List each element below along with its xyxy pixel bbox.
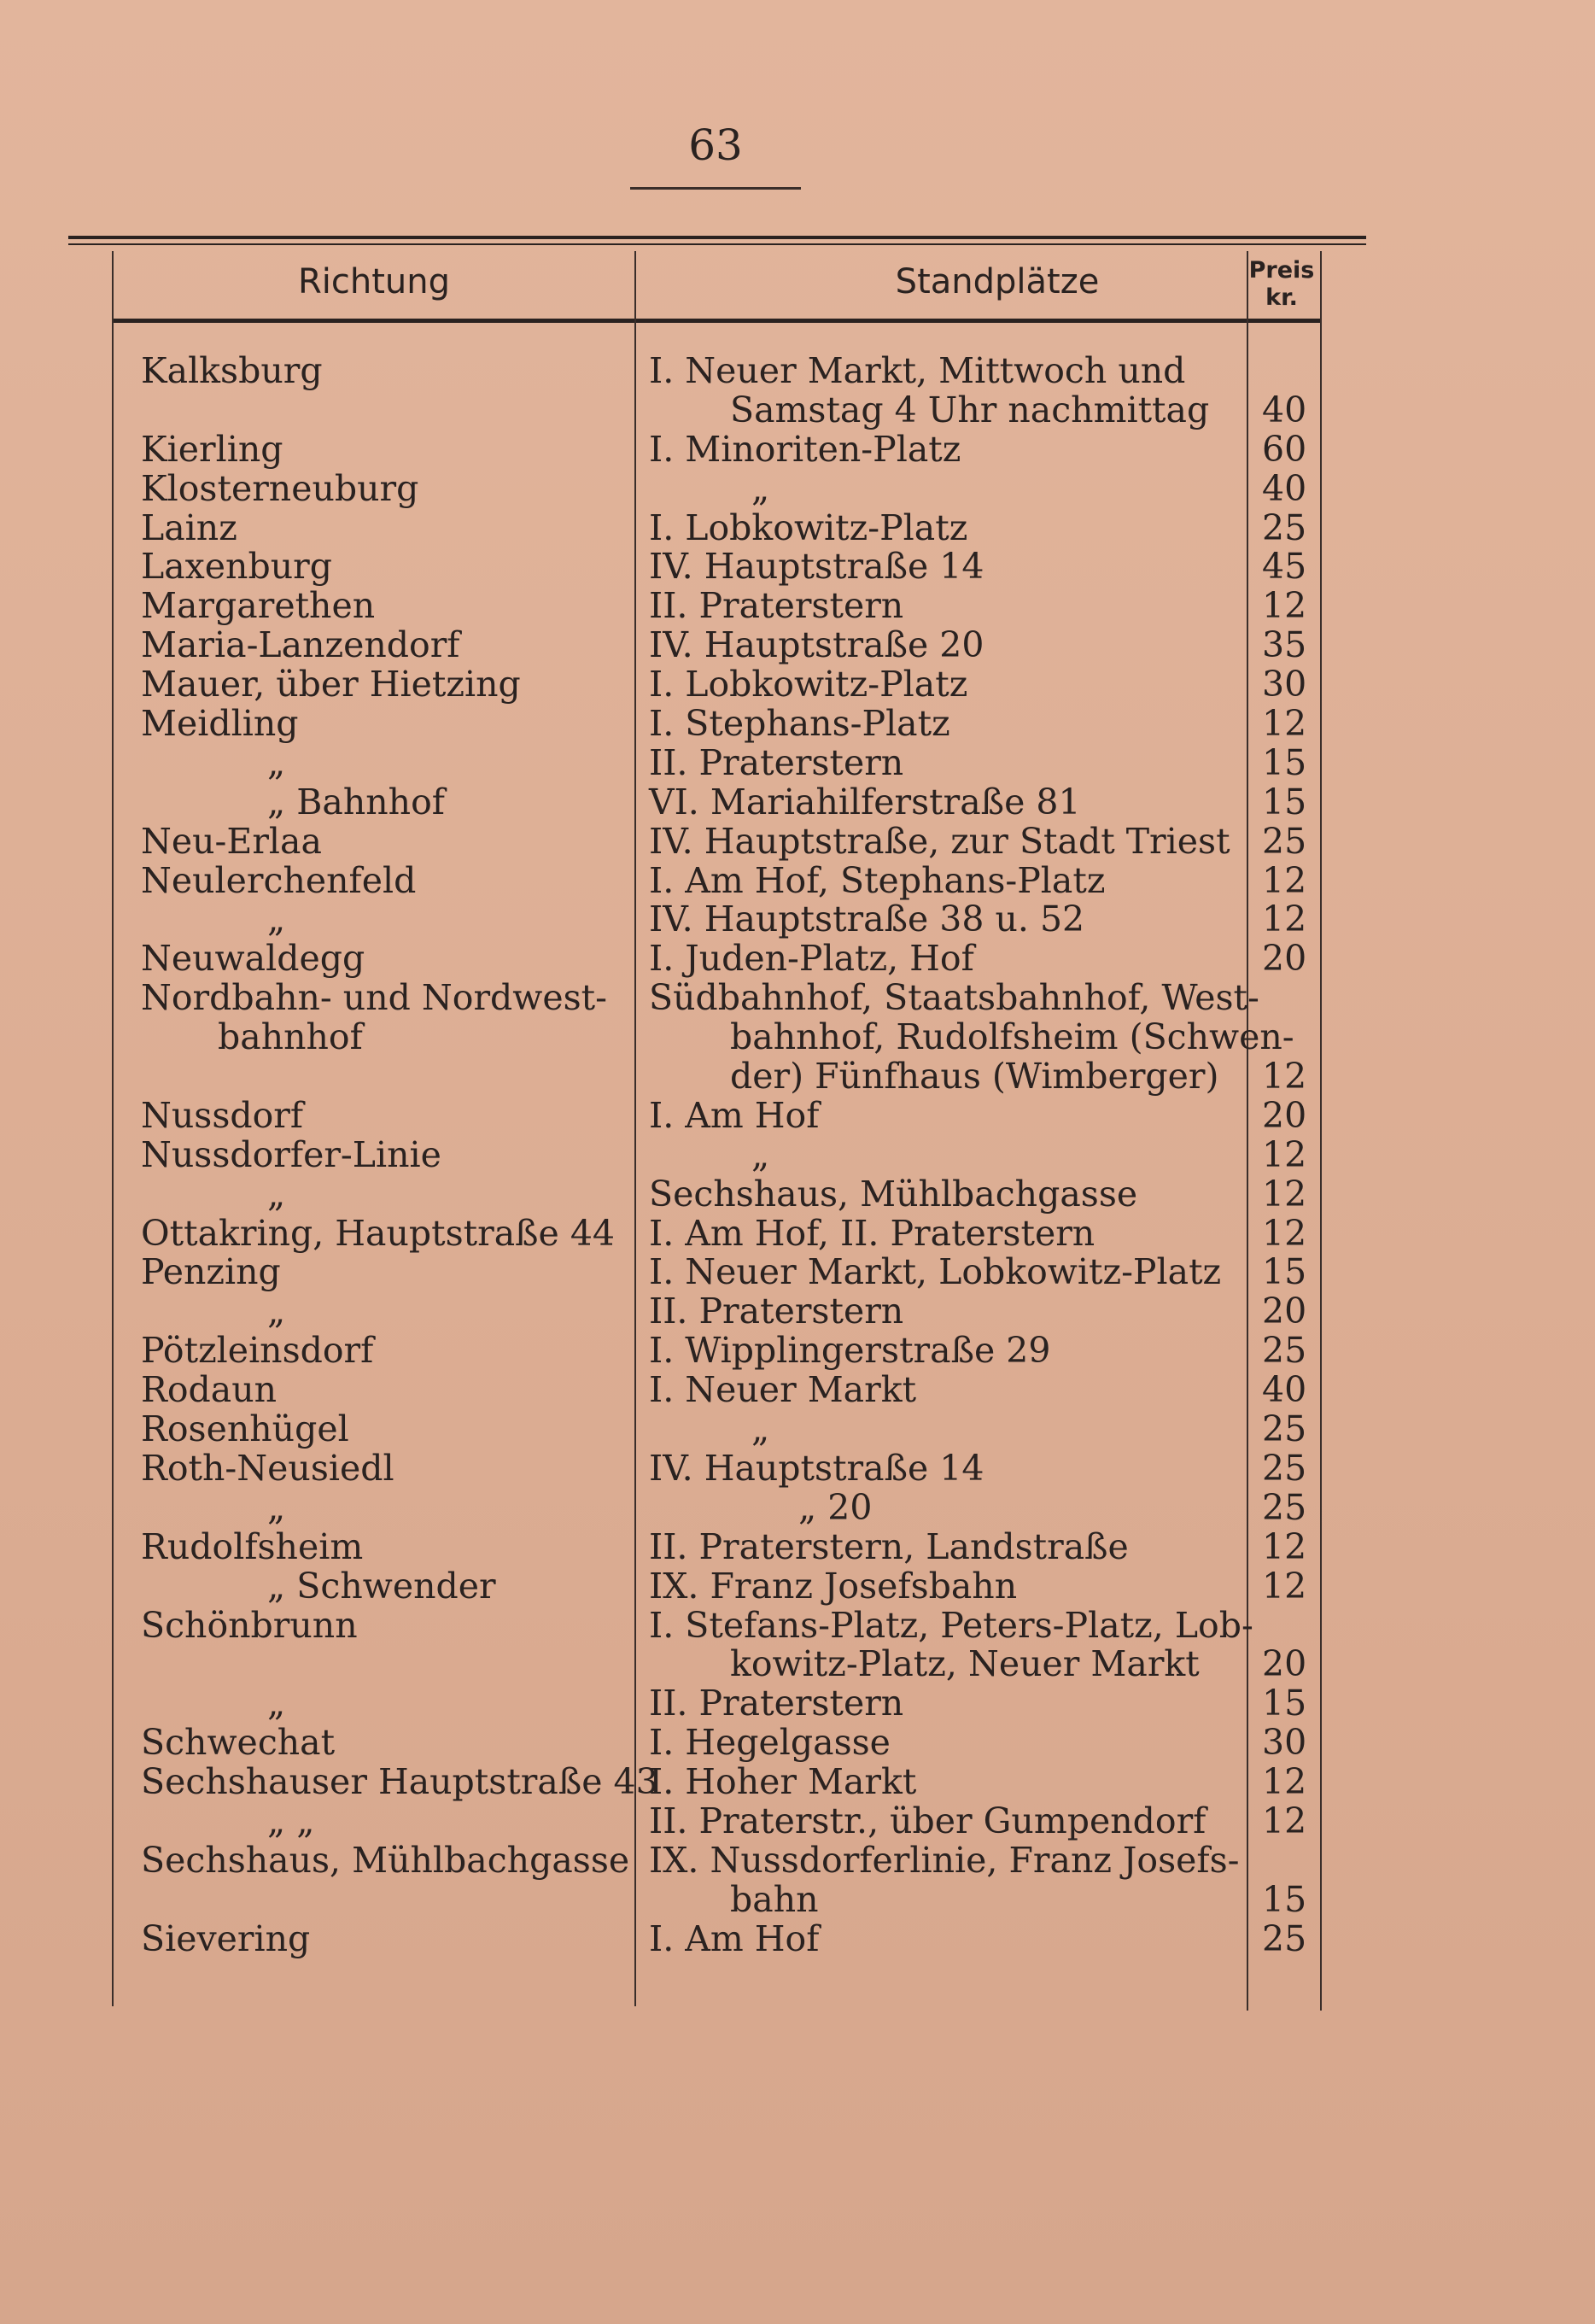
direction-cell: „ Schwender — [267, 1565, 496, 1607]
price-cell: 45 — [1262, 546, 1307, 588]
direction-cell: Ottakring, Hauptstraße 44 — [141, 1212, 616, 1254]
header-direction: Richtung — [297, 262, 451, 301]
direction-cell: Meidling — [141, 703, 299, 745]
price-cell — [1262, 979, 1306, 1018]
direction-cell: „ — [267, 1173, 286, 1215]
location-cell: der) Fünfhaus (Wimberger) — [730, 1056, 1219, 1098]
direction-cell: Nordbahn- und Nordwest- — [141, 977, 608, 1019]
header-locations: Standplätze — [895, 262, 1100, 301]
table-row — [0, 741, 1595, 783]
location-cell: I. Neuer Markt — [649, 1369, 917, 1411]
location-cell: I. Lobkowitz-Platz — [649, 506, 968, 548]
page-number: 63 — [688, 120, 743, 170]
table-row — [0, 1253, 1595, 1292]
price-cell: 12 — [1262, 1173, 1307, 1215]
location-cell: Samstag 4 Uhr nachmittag — [730, 389, 1210, 430]
direction-cell: Roth-Neusiedl — [141, 1447, 394, 1489]
location-cell: IV. Hauptstraße 14 — [649, 1447, 984, 1489]
location-cell: I. Juden-Platz, Hof — [649, 938, 974, 980]
table-row — [0, 859, 1595, 901]
table-row — [0, 900, 1595, 940]
location-cell: II. Praterstr., über Gumpendorf — [649, 1800, 1206, 1841]
table-header — [114, 245, 1322, 320]
price-cell: 40 — [1262, 1369, 1307, 1411]
table-row — [0, 1763, 1595, 1802]
header-price-line2: kr. — [1265, 284, 1298, 311]
direction-cell: Nussdorf — [141, 1094, 304, 1136]
location-cell: I. Am Hof — [649, 1917, 820, 1959]
location-cell: II. Praterstern — [649, 741, 904, 783]
table-row — [0, 1175, 1595, 1215]
table-row — [0, 1917, 1595, 1959]
header-price-line1: Preis — [1248, 257, 1315, 284]
price-cell: 12 — [1262, 1133, 1307, 1175]
price-cell: 40 — [1262, 389, 1307, 430]
direction-cell — [141, 1057, 619, 1097]
price-cell: 60 — [1262, 428, 1307, 470]
location-cell: „ — [751, 1408, 770, 1450]
direction-cell: Sechshaus, Mühlbachgasse — [141, 1839, 630, 1881]
table-row — [0, 587, 1595, 626]
price-cell: 20 — [1262, 938, 1307, 980]
table-row — [0, 1018, 1595, 1057]
table-row — [0, 467, 1595, 509]
direction-cell: Rudolfsheim — [141, 1525, 364, 1567]
direction-cell: Maria-Lanzendorf — [141, 624, 460, 666]
price-cell — [1262, 352, 1306, 391]
direction-cell: Kierling — [141, 428, 283, 470]
location-cell: bahnhof, Rudolfsheim (Schwen- — [730, 1016, 1294, 1058]
location-cell: II. Praterstern — [649, 585, 904, 627]
table-row — [0, 1525, 1595, 1567]
price-cell: 15 — [1262, 1251, 1307, 1293]
direction-cell: Rodaun — [141, 1369, 278, 1411]
direction-cell: bahnhof — [218, 1016, 363, 1058]
table-row — [0, 822, 1595, 862]
location-cell: „ — [751, 467, 770, 509]
table-row — [0, 1684, 1595, 1724]
direction-cell — [141, 1645, 619, 1684]
price-cell: 35 — [1262, 624, 1307, 666]
direction-cell: Neulerchenfeld — [141, 859, 417, 901]
location-cell: kowitz-Platz, Neuer Markt — [730, 1643, 1200, 1685]
price-cell: 25 — [1262, 506, 1307, 548]
price-cell: 12 — [1262, 899, 1307, 940]
table-row — [0, 1841, 1595, 1881]
price-cell: 12 — [1262, 1056, 1307, 1098]
price-cell: 12 — [1262, 1761, 1307, 1803]
header-rule — [114, 319, 1322, 323]
location-cell: bahn — [730, 1878, 819, 1920]
table-row — [0, 1645, 1595, 1684]
location-cell: I. Stephans-Platz — [649, 703, 950, 745]
location-cell: II. Praterstern, Landstraße — [649, 1525, 1129, 1567]
direction-cell: Sievering — [141, 1917, 311, 1959]
price-cell: 12 — [1262, 859, 1307, 901]
table-row — [0, 1292, 1595, 1332]
direction-cell: Pötzleinsdorf — [141, 1330, 374, 1372]
table-row — [0, 979, 1595, 1018]
table-row — [0, 1567, 1595, 1607]
table-row — [0, 1802, 1595, 1841]
table-row — [0, 1057, 1595, 1097]
location-cell: IX. Franz Josefsbahn — [649, 1565, 1018, 1607]
table-row — [0, 1332, 1595, 1371]
table-row — [0, 783, 1595, 822]
top-rule — [68, 236, 1366, 239]
direction-cell: Margarethen — [141, 585, 376, 627]
location-cell: Sechshaus, Mühlbachgasse — [649, 1173, 1138, 1215]
price-cell: 15 — [1262, 1683, 1307, 1724]
direction-cell: Neuwaldegg — [141, 938, 365, 980]
price-cell: 12 — [1262, 1565, 1307, 1607]
price-cell: 20 — [1262, 1094, 1307, 1136]
location-cell: II. Praterstern — [649, 1683, 904, 1724]
price-cell: 30 — [1262, 664, 1307, 705]
direction-cell: Neu-Erlaa — [141, 820, 322, 862]
direction-cell: Schwechat — [141, 1722, 336, 1764]
direction-cell: „ — [267, 741, 286, 783]
direction-cell: Lainz — [141, 506, 237, 548]
price-cell: 30 — [1262, 1722, 1307, 1764]
table-row — [0, 1133, 1595, 1175]
price-cell: 12 — [1262, 703, 1307, 745]
direction-cell: Nussdorfer-Linie — [141, 1133, 441, 1175]
table-body — [0, 352, 1595, 1959]
direction-cell — [141, 391, 619, 430]
table-row — [0, 391, 1595, 430]
direction-cell: „ — [267, 899, 286, 940]
location-cell: I. Minoriten-Platz — [649, 428, 961, 470]
direction-cell: „ „ — [267, 1800, 315, 1841]
price-cell: 25 — [1262, 1408, 1307, 1450]
location-cell: I. Am Hof, II. Praterstern — [649, 1212, 1095, 1254]
location-cell: I. Am Hof, Stephans-Platz — [649, 859, 1106, 901]
price-cell: 25 — [1262, 1330, 1307, 1372]
location-cell: IV. Hauptstraße 14 — [649, 546, 984, 588]
price-cell: 15 — [1262, 741, 1307, 783]
direction-cell: Klosterneuburg — [141, 467, 419, 509]
table-row — [0, 665, 1595, 705]
price-cell: 20 — [1262, 1291, 1307, 1332]
header-price — [1247, 257, 1316, 312]
location-cell: IV. Hauptstraße, zur Stadt Triest — [649, 820, 1230, 862]
table-row — [0, 1094, 1595, 1136]
table-row — [0, 1449, 1595, 1489]
direction-cell: „ — [267, 1683, 286, 1724]
price-cell — [1262, 1841, 1306, 1881]
direction-cell — [141, 1881, 619, 1920]
location-cell: I. Stefans-Platz, Peters-Platz, Lob- — [649, 1604, 1253, 1646]
price-cell: 25 — [1262, 1447, 1307, 1489]
table-row — [0, 1212, 1595, 1254]
price-cell: 12 — [1262, 585, 1307, 627]
direction-cell: Mauer, über Hietzing — [141, 664, 521, 705]
price-cell: 12 — [1262, 1800, 1307, 1841]
table-row — [0, 352, 1595, 391]
table-row — [0, 940, 1595, 979]
direction-cell: Laxenburg — [141, 546, 332, 588]
direction-cell: Penzing — [141, 1251, 281, 1293]
direction-cell: Rosenhügel — [141, 1408, 349, 1450]
table-row — [0, 626, 1595, 665]
price-cell — [1262, 1018, 1306, 1057]
price-cell: 25 — [1262, 1917, 1307, 1959]
price-cell: 15 — [1262, 781, 1307, 822]
price-cell: 25 — [1262, 820, 1307, 862]
table-row — [0, 1604, 1595, 1646]
location-cell: I. Lobkowitz-Platz — [649, 664, 968, 705]
table-row — [0, 1486, 1595, 1528]
direction-cell: „ — [267, 1291, 286, 1332]
table-row — [0, 506, 1595, 548]
location-cell: I. Am Hof — [649, 1094, 820, 1136]
table-row — [0, 1410, 1595, 1449]
price-cell: 25 — [1262, 1486, 1307, 1528]
location-cell: VI. Mariahilferstraße 81 — [649, 781, 1081, 822]
table-row — [0, 1371, 1595, 1410]
price-cell — [1262, 1607, 1306, 1646]
location-cell: IV. Hauptstraße 20 — [649, 624, 984, 666]
direction-cell: „ Bahnhof — [267, 781, 445, 822]
page-number-rule — [630, 187, 801, 190]
location-cell: „ 20 — [798, 1486, 873, 1528]
direction-cell: „ — [267, 1486, 286, 1528]
location-cell: IV. Hauptstraße 38 u. 52 — [649, 899, 1085, 940]
price-cell: 12 — [1262, 1525, 1307, 1567]
table-row — [0, 705, 1595, 744]
location-cell: I. Hoher Markt — [649, 1761, 917, 1803]
location-cell: IX. Nussdorferlinie, Franz Josefs- — [649, 1839, 1240, 1881]
table-row — [0, 430, 1595, 470]
table-row — [0, 547, 1595, 587]
location-cell: „ — [751, 1133, 770, 1175]
price-cell: 12 — [1262, 1212, 1307, 1254]
location-cell: I. Neuer Markt, Mittwoch und — [649, 350, 1186, 391]
price-cell: 20 — [1262, 1643, 1307, 1685]
table-row — [0, 1878, 1595, 1920]
location-cell: I. Wipplingerstraße 29 — [649, 1330, 1051, 1372]
location-cell: I. Neuer Markt, Lobkowitz-Platz — [649, 1251, 1222, 1293]
price-cell: 40 — [1262, 467, 1307, 509]
price-cell: 15 — [1262, 1878, 1307, 1920]
direction-cell: Sechshauser Hauptstraße 43 — [141, 1761, 658, 1803]
table-row — [0, 1724, 1595, 1763]
direction-cell: Schönbrunn — [141, 1604, 358, 1646]
location-cell: II. Praterstern — [649, 1291, 904, 1332]
location-cell: I. Hegelgasse — [649, 1722, 891, 1764]
direction-cell: Kalksburg — [141, 350, 323, 391]
location-cell: Südbahnhof, Staatsbahnhof, West- — [649, 977, 1259, 1019]
